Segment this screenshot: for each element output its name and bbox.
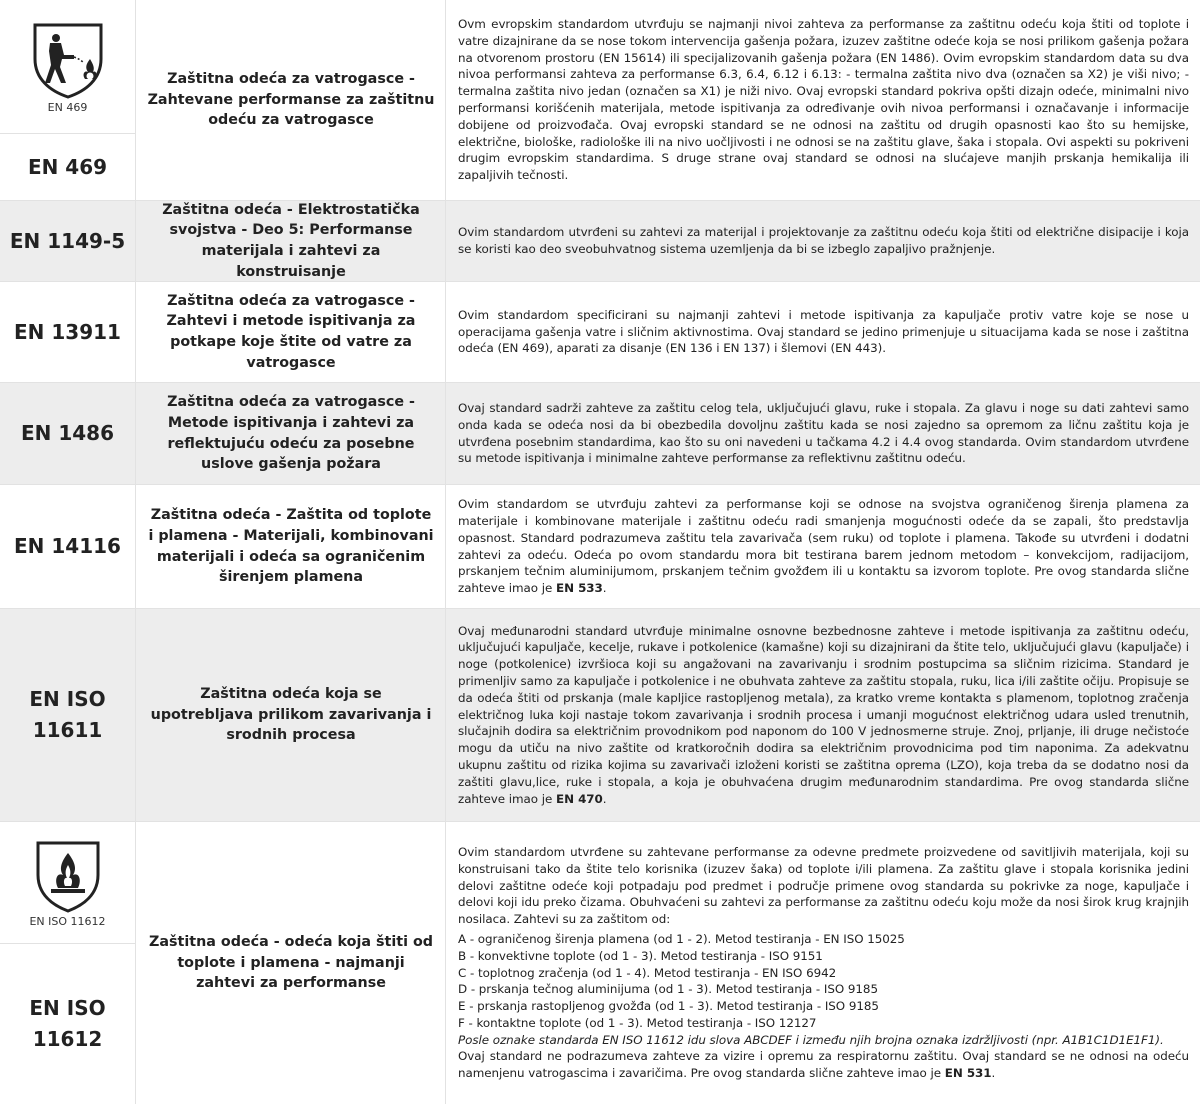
standard-title: Zaštitna odeća za vatrogasce - Metode ispitivanja i zahtevi za reflektujuću odeću za posebne uslove gašenja požara (137, 383, 446, 484)
description-text: Ovim standardom utvrđene su zahtevane performanse za odevne predmete proizvedene od savitljivih materijala, koji su konstruisani tako da štite telo korisnika (izuzev šaka) od toplote i/ili plamena. Za zaštitu glave i stopala korisnika jedini delovi zaštitne odeće koji potpadaju pod predmet i područje primene ovog standarda su pokrivke za noge, kapuljače i delovi koji idu preko čizama. Obuhvaćeni su zahtevi za performanse za zaštitnu odeću koju može da nosi širok krug krajnjih nosilaca. Zahtevi su za zaštitom od: (458, 844, 1189, 927)
previous-standard-ref: EN 533 (556, 581, 603, 596)
standard-description (447, 383, 1200, 484)
description-text (458, 623, 1189, 808)
logo-caption: EN ISO 11612 (29, 914, 106, 928)
standard-description (447, 485, 1200, 608)
standard-title: Zaštitna odeća - odeća koja štiti od toplote i plamena - najmanji zahtevi za performanse (137, 822, 446, 1104)
standard-code: EN 14116 (0, 485, 136, 608)
flame-shield-icon (33, 837, 103, 913)
logo-box (0, 822, 135, 944)
previous-standard-ref: EN 531 (944, 1066, 992, 1081)
list-item: F - kontaktne toplote (od 1 - 3). Metod testiranja - ISO 12127 (458, 1015, 817, 1030)
list-item: B - konvektivne toplote (od 1 - 3). Metod testiranja - ISO 9151 (458, 948, 823, 963)
table-row (0, 822, 1200, 1104)
standard-description (447, 609, 1200, 821)
description-text: Ovm evropskim standardom utvrđuju se najmanji nivoi zahteva za performanse za zaštitnu odeću koja štiti od toplote i vatre dizajnirane da se nose tokom intervencija gašenja požara, izuzev zaštitne odeće koja se nosi prilikom gašenja požara na otvorenom prostoru (EN 15614) ili specijalizovanih gašenja požara (EN 1486). Ovim evropskim standardom data su dva nivoa performansi zahteva za performanse 6.3, 6.4, 6.12 i 6.13: - termalna zaštita nivo dva (označen sa X2) je viši nivo; - termalna zaštita nivo jedan (označen sa X1) je niži nivo. Ovaj evropski standard pokriva opšti dizajn odeće, minimalni nivo performansi korišćenih materijala, metode ispitivanja za određivanje ovih nivoa performansi i označavanje i informacije dobijene od proizvođača. Ovaj evropski standard se ne odnosi na zaštitu od drugih opasnosti kao što su hemijske, električne, biološke, radiološke ili na nivo uočljivosti i ne odnosi se na zaštitu glave, šaka i stopala. Ovi aspekti su pokriveni drugim evropskim standardima. S druge strane ovaj standard se odnosi na slućajeve manjih prskanja hemikalija ili zapaljivih tečnosti. (458, 17, 1189, 183)
ref-suffix: . (991, 1066, 996, 1081)
description-text: Ovim standardom specificirani su najmanji zahtevi i metode ispitivanja za kapuljače protiv vatre koje se nose u operacijama gašenja vatre i sličnim aktivnostima. Ovaj standard se jedino primenjuje u situacijama kada se nose i zaštitna odeća (EN 469), aparati za disanje (EN 136 i EN 137) i šlemovi (EN 443). (458, 307, 1189, 356)
list-item: A - ograničenog širenja plamena (od 1 - 2). Metod testiranja - EN ISO 15025 (458, 931, 905, 946)
standard-code: EN 1486 (0, 383, 136, 484)
firefighter-icon (30, 19, 106, 99)
description-body: Ovaj međunarodni standard utvrđuje minimalne osnovne bezbednosne zahteve i metode ispitivanja za zaštitnu odeću, uključujući kapuljače, kecelje, rukave i potkolenice (kamašne) koji su dizajnirani da štite telo, uključujući glavu (kapuljače) i noge (potkolenice) izvršioca koji su angažovani na zavarivanju i srodnim postupcima sa sličnim rizicima. Standard je primenljiv samo za kapuljače i potkolenice i ne obuhvata zahteve za zaštitu stopala, ruku, lica i/ili zaštite očiju. Propisuje se da odeća štiti od prskanja (male kapljice rastopljenog metala), za kratko vreme kontakta s plamenom, toplotnog zračenja električnog luka koji nastaje tokom zavarivanja i srodnih procesa i umanji mogućnost električnog udara usled trenutnih, slučajnih dodira sa električnim provodnikom pod naponom do 100 V jednosmerne struje. Znoj, prljanje, ili druge nečistoće mogu da utiču na nivo zaštite od kratkoročnih dodira sa električnim provodnicima pod tim naponima. Za adekvatnu ukupnu zaštitu od rizika kojima su zavarivači izloženi koristi se zaštitna oprema (LZO), koja treba da se dodatno nosi da zaštiti glavu,lice, ruke i stopala, a koja je obuhvaćena drugim međunarodnim standardima. Pre ovog standarda slične zahteve imao je (458, 623, 1189, 806)
description-text: Ovaj standard sadrži zahteve za zaštitu celog tela, uključujući glavu, ruke i stopala. Za glavu i noge su dati zahtevi samo onda kada se odeća nosi da bi obezbedila dovoljnu zaštitu kada se nosi zajedno sa opremom za ličnu zaštitu koja je utvrđena posebnim standardima, kao što su oni navedeni u tačkama 4.2 i 4.4 ovog standarda. Ovim standardom utvrđene su metode ispitivanja i minimalne zahteve performanse za reflektivnu zaštitnu odeću. (458, 400, 1189, 466)
description-text: Ovim standardom utvrđeni su zahtevi za materijal i projektovanje za zaštitnu odeću koja štiti od električne disipacije i koja se koristi kao deo sveobuhvatnog sistema uzemljenja da bi se izbeglo zapaljivo pražnjenje. (458, 225, 1189, 256)
table-row (0, 0, 1200, 201)
standard-description (447, 201, 1200, 281)
code-cell (0, 822, 136, 1104)
table-row (0, 383, 1200, 485)
standard-description (447, 0, 1200, 200)
standard-code: EN 1149-5 (0, 201, 136, 281)
standard-title: Zaštitna odeća za vatrogasce - Zahtevane performanse za zaštitnu odeću za vatrogasce (137, 0, 446, 200)
standard-description (447, 822, 1200, 1104)
logo-box (0, 0, 135, 134)
description-text (458, 496, 1189, 597)
standard-code: EN ISO 11612 (29, 996, 106, 1051)
list-item: E - prskanja rastopljenog gvožđa (od 1 - 3). Metod testiranja - ISO 9185 (458, 999, 879, 1014)
standard-title: Zaštitna odeća - Elektrostatička svojstva - Deo 5: Performanse materijala i zahtevi za konstruisanje (137, 201, 446, 281)
standard-code: EN 469 (27, 154, 108, 179)
closing-body: Ovaj standard ne podrazumeva zahteve za vizire i opremu za respiratornu zaštitu. Ovaj standard se ne odnosi na odeću namenjenu vatrogascima i zavaričima. Pre ovog standarda slične zahteve imao je (458, 1049, 1189, 1081)
marking-note: Posle oznake standarda EN ISO 11612 idu slova ABCDEF i između njih brojna oznaka izdržljivosti (npr. A1B1C1D1E1F1). (458, 1032, 1164, 1047)
table-row (0, 282, 1200, 383)
description-body: Ovim standardom se utvrđuju zahtevi za performanse koji se odnose na svojstva ograničenog širenja plamena za materijale i kombinovane materijale i zaštitnu odeću radi smanjenja mogućnosti odeće da se zapali, što predstavlja opasnost. Standard podrazumeva zaštitu tela zavarivača (sem ruku) od toplote i plamena. Takođe su utvrđeni i dodatni zahtevi za odeću. Odeća po ovom standardu mora bit testirana barem jednom metodom – konvekcijom, radijacijom, prskanjem tečnim aluminijumom, prskanjem tečnim gvožđem ili u kontaktu sa izvorom toplote. Pre ovog standarda slične zahteve imao je (458, 497, 1189, 596)
standard-title: Zaštitna odeća koja se upotrebljava prilikom zavarivanja i srodnih procesa (137, 609, 446, 821)
table-row (0, 201, 1200, 282)
code-cell (0, 0, 136, 200)
ref-suffix: . (602, 791, 607, 806)
standard-code: EN ISO 11611 (0, 609, 136, 821)
table-row (0, 485, 1200, 609)
standard-title: Zaštitna odeća - Zaštita od toplote i plamena - Materijali, kombinovani materijali i odeća sa ograničenim širenjem plamena (137, 485, 446, 608)
standard-title: Zaštitna odeća za vatrogasce - Zahtevi i metode ispitivanja za potkape koje štite od vatre za vatrogasce (137, 282, 446, 382)
list-item: C - toplotnog zračenja (od 1 - 4). Metod testiranja - EN ISO 6942 (458, 965, 837, 980)
standard-code: EN 13911 (0, 282, 136, 382)
table-row (0, 609, 1200, 822)
closing-text (458, 1048, 1189, 1082)
logo-caption: EN 469 (47, 100, 88, 114)
standard-description (447, 282, 1200, 382)
protection-list (458, 931, 1189, 1032)
list-item: D - prskanja tečnog aluminijuma (od 1 - 3). Metod testiranja - ISO 9185 (458, 982, 878, 997)
ref-suffix: . (602, 581, 607, 596)
previous-standard-ref: EN 470 (556, 791, 603, 806)
